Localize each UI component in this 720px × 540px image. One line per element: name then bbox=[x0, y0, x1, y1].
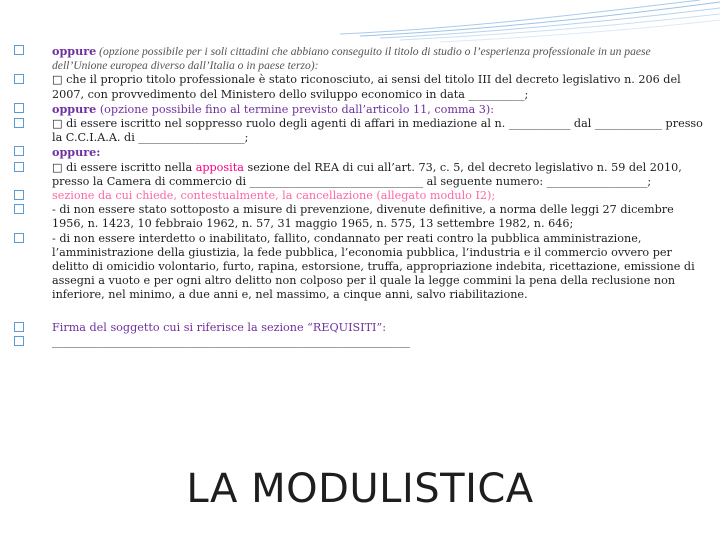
text-run: □ di essere iscritto nel soppresso ruolo degli agenti di affari in mediazione al n. ___________ dal ____________ presso la C.C.I.A.A. di ___________________; bbox=[52, 117, 703, 145]
list-item bbox=[14, 102, 704, 117]
list-item bbox=[14, 117, 704, 145]
form-text-body bbox=[14, 44, 704, 349]
text-run: Firma del soggetto cui si riferisce la sezione “REQUISITI”: bbox=[52, 320, 386, 334]
text-run: (opzione possibile per i soli cittadini che abbiano conseguito il titolo di studio o l’esperienza professionale in un paese dell’Unione europea diverso dall’Italia o in paese terzo): bbox=[52, 45, 651, 73]
hollow-square-bullet-icon bbox=[14, 103, 24, 113]
spacer bbox=[14, 303, 704, 321]
text-run: apposita bbox=[195, 160, 244, 174]
hollow-square-bullet-icon bbox=[14, 74, 24, 84]
list-item bbox=[14, 44, 704, 73]
requirements-list bbox=[14, 44, 704, 303]
text-run: sezione del REA di cui all’art. 73, c. 5, del decreto legislativo n. 59 del 2010, presso la Camera di commercio di _______________________________ al seguente numero: __________________; bbox=[52, 160, 682, 188]
text-run: (opzione possibile fino al termine previsto dall’articolo 11, comma 3): bbox=[96, 102, 495, 116]
hollow-square-bullet-icon bbox=[14, 190, 24, 200]
text-run: oppure: bbox=[52, 145, 101, 160]
list-item bbox=[14, 232, 704, 303]
text-run: oppure bbox=[52, 44, 97, 58]
hollow-square-bullet-icon bbox=[14, 162, 24, 172]
hollow-square-bullet-icon bbox=[14, 204, 24, 214]
text-run: - di non essere stato sottoposto a misure di prevenzione, divenute definitive, a norma delle leggi 27 dicembre 1956, n. 1423, 10 febbraio 1962, n. 57, 31 maggio 1965, n. 575, 13 settembre 1982, n. 646; bbox=[52, 203, 674, 231]
hollow-square-bullet-icon bbox=[14, 118, 24, 128]
slide-title: LA MODULISTICA bbox=[186, 466, 534, 512]
hollow-square-bullet-icon bbox=[14, 45, 24, 55]
hollow-square-bullet-icon bbox=[14, 336, 24, 346]
text-run: sezione da cui chiede, contestualmente, la cancellazione (allegato modulo I2); bbox=[52, 189, 496, 203]
hollow-square-bullet-icon bbox=[14, 322, 24, 332]
text-run: - di non essere interdetto o inabilitato, fallito, condannato per reati contro la pubblica amministrazione, l’amministrazione della giustizia, la fede pubblica, l’economia pubblica, l’industria e il commercio ovvero per delitto di omicidio volontario, furto, rapina, estorsione, truffa, appropriazione indebita, ricettazione, emissione di assegni a vuoto e per ogni altro delitto non colposo per il quale la legge commini la pena della reclusione non inferiore, nel minimo, a due anni e, nel massimo, a cinque anni, salvo riabilitazione. bbox=[52, 231, 695, 302]
list-item bbox=[14, 145, 704, 160]
text-run: ________________________________________________________________ bbox=[52, 334, 410, 348]
list-item bbox=[14, 189, 704, 203]
list-item bbox=[14, 203, 704, 231]
text-run: □ che il proprio titolo professionale è stato riconosciuto, ai sensi del titolo III del decreto legislativo n. 206 del 2007, con provvedimento del Ministero dello sviluppo economico in data __________; bbox=[52, 73, 681, 101]
hollow-square-bullet-icon bbox=[14, 146, 24, 156]
signature-line bbox=[14, 335, 704, 349]
list-item bbox=[14, 73, 704, 101]
hollow-square-bullet-icon bbox=[14, 233, 24, 243]
text-run: □ di essere iscritto nella bbox=[52, 160, 196, 174]
list-item bbox=[14, 161, 704, 189]
text-run: oppure bbox=[52, 101, 97, 116]
signature-line bbox=[14, 321, 704, 335]
signature-section bbox=[14, 321, 704, 349]
